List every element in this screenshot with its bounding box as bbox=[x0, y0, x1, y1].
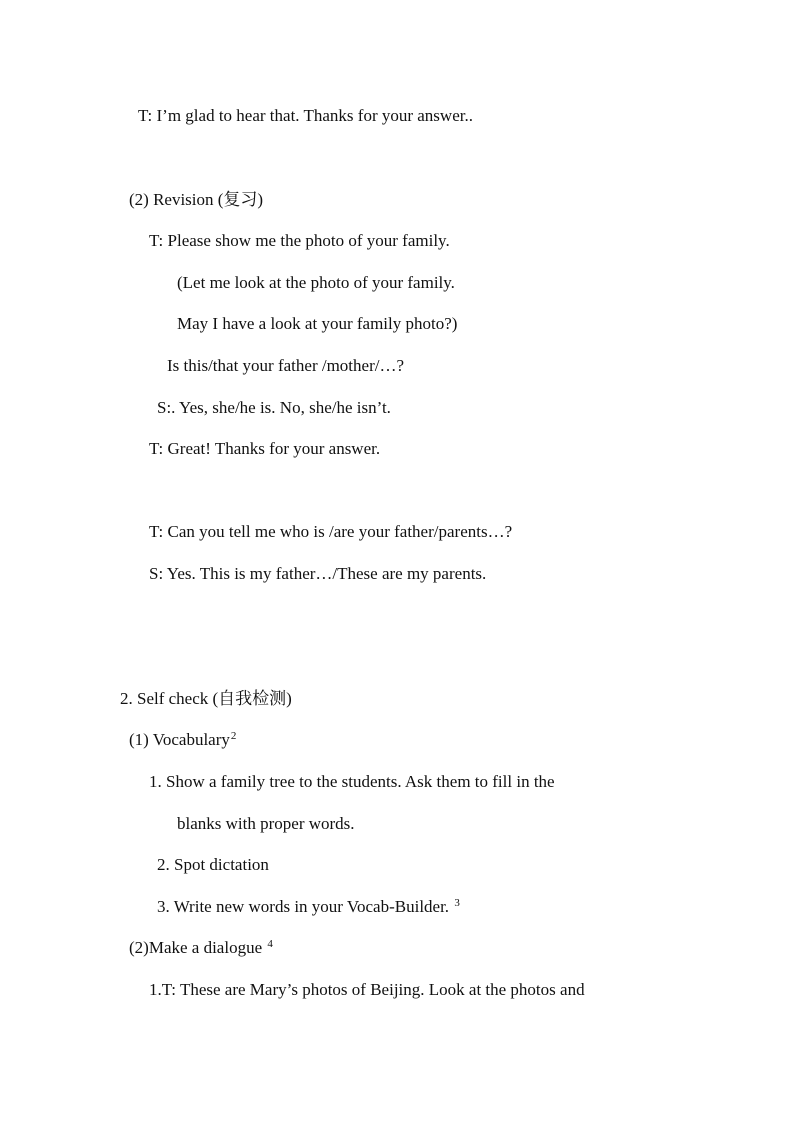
vocabulary-item-text: 3. Write new words in your Vocab-Builder. bbox=[157, 897, 450, 916]
footnote-marker: 3 bbox=[454, 897, 460, 909]
dialogue-heading bbox=[129, 938, 273, 958]
revision-line: T: Please show me the photo of your family. bbox=[149, 231, 450, 250]
vocabulary-heading bbox=[129, 730, 236, 750]
dialogue-line: 1.T: These are Mary’s photos of Beijing. Look at the photos and bbox=[149, 980, 585, 999]
self-check-heading: 2. Self check (自我检测) bbox=[120, 689, 292, 708]
revision-line: T: Can you tell me who is /are your father/parents…? bbox=[149, 522, 513, 541]
revision-line: May I have a look at your family photo?) bbox=[177, 314, 458, 333]
revision-line: (Let me look at the photo of your family. bbox=[177, 273, 455, 292]
footnote-marker: 2 bbox=[230, 730, 237, 742]
vocabulary-item: 1. Show a family tree to the students. Ask them to fill in the bbox=[149, 772, 555, 791]
revision-line: Is this/that your father /mother/…? bbox=[167, 356, 404, 375]
teacher-closing-line: T: I’m glad to hear that. Thanks for your answer.. bbox=[138, 106, 473, 125]
revision-line: S: Yes. This is my father…/These are my parents. bbox=[149, 564, 487, 583]
revision-line: S:. Yes, she/he is. No, she/he isn’t. bbox=[157, 398, 391, 417]
vocabulary-heading-text: (1) Vocabulary bbox=[129, 730, 230, 749]
vocabulary-item bbox=[157, 897, 460, 917]
revision-line: T: Great! Thanks for your answer. bbox=[149, 439, 381, 458]
footnote-marker: 4 bbox=[267, 938, 273, 950]
vocabulary-item: 2. Spot dictation bbox=[157, 855, 269, 874]
dialogue-heading-text: (2)Make a dialogue bbox=[129, 938, 263, 957]
revision-heading: (2) Revision (复习) bbox=[129, 190, 264, 209]
vocabulary-item-continued: blanks with proper words. bbox=[177, 814, 355, 833]
